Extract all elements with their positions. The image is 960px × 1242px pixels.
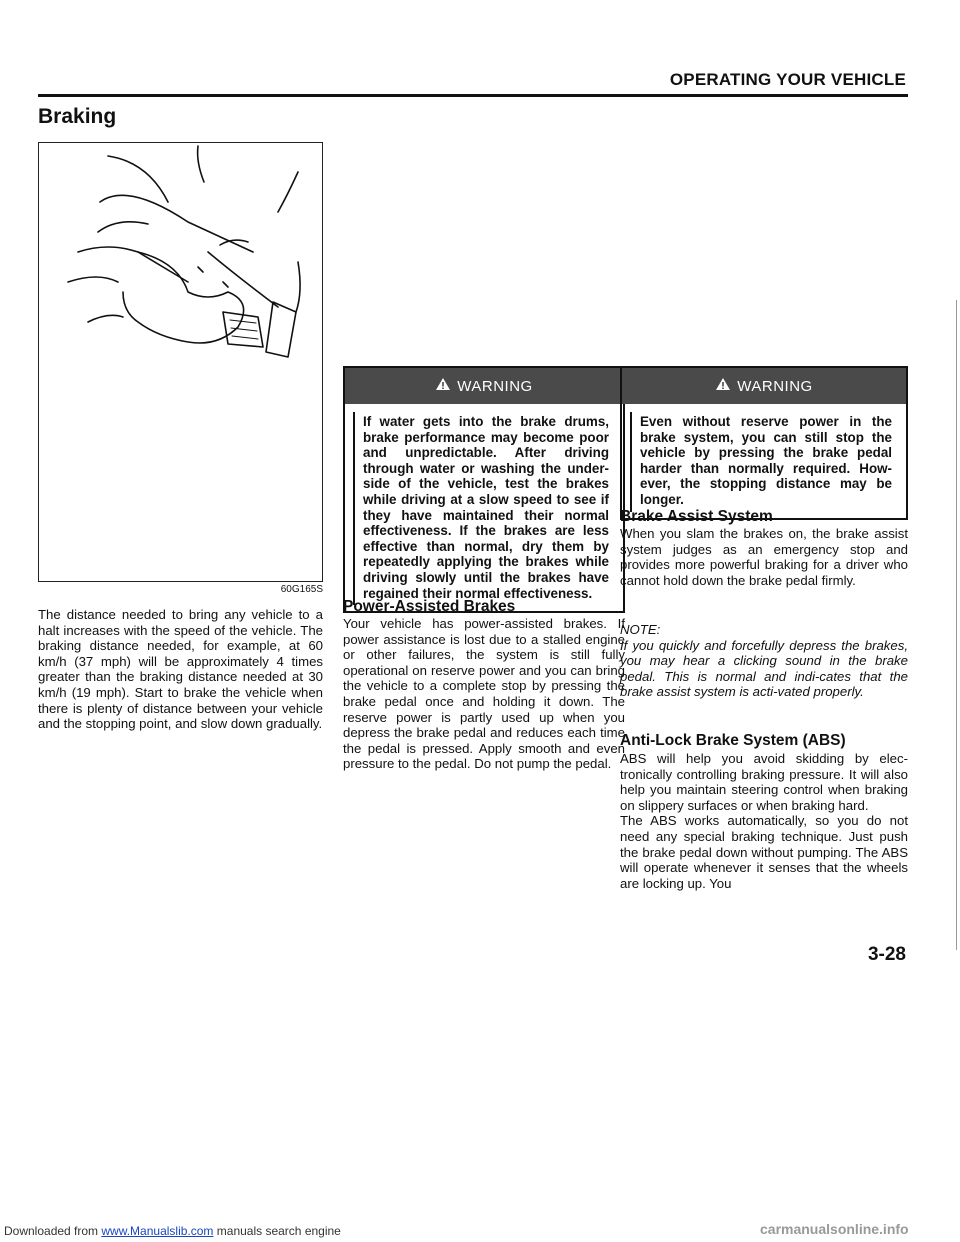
brake-pedal-illustration (38, 142, 323, 582)
footer-suffix: manuals search engine (213, 1224, 341, 1238)
download-footer (4, 1224, 341, 1238)
abs-paragraph-2: The ABS works automatically, so you do not need any special braking technique. Just push the brake pedal down without pumping. The ABS will operate whenever it senses that the wheels are locking up. You (620, 813, 908, 891)
warning-triangle-icon (435, 377, 451, 395)
braking-intro-text: The distance needed to bring any vehicle to a halt increases with the speed of the vehicle. The braking distance needed, for example, at 60 km/h (37 mph) will be approximately 4 times greater than the braking distance needed at 30 km/h (19 mph). Start to brake the vehicle when there is plenty of distance between your vehicle and the stopping point, and slow down gradually. (38, 607, 323, 732)
page-number: 3-28 (867, 944, 906, 965)
warning-triangle-icon (715, 377, 731, 395)
abs-heading: Anti-Lock Brake System (ABS) (620, 732, 846, 749)
watermark-text: carmanualsonline.info (760, 1221, 909, 1237)
warning-title: WARNING (457, 377, 533, 395)
note-label: NOTE: (620, 622, 661, 637)
warning-text: If water gets into the brake drums, brake performance may become poor and unpredictable. After driving through water or washing the under-side of the vehicle, test the brakes while driving at a slow speed to see if they have maintained their normal effectiveness. If the brakes are less effective than normal, dry them by repeatedly applying the brakes while driving slowly until the brakes have regained their normal effectiveness. (353, 412, 615, 605)
section-title: Braking (38, 105, 117, 128)
brake-assist-text: When you slam the brakes on, the brake assist system judges as an emergency stop and provides more powerful braking for a driver who cannot hold down the brake pedal firmly. (620, 526, 908, 588)
warning-title: WARNING (737, 377, 813, 395)
page-header-title: OPERATING YOUR VEHICLE (669, 70, 906, 89)
figure-code: 60G165S (280, 584, 323, 595)
warning-box-water (343, 366, 625, 613)
footer-prefix: Downloaded from (4, 1224, 102, 1238)
brake-assist-heading: Brake Assist System (620, 508, 773, 525)
warning-box-reserve-power (620, 366, 908, 520)
warning-text: Even without reserve power in the brake system, you can still stop the vehicle by pressing the brake pedal harder than normally required. How-ever, the stopping distance may be longer. (630, 412, 898, 512)
note-block (620, 622, 908, 700)
warning-header (622, 368, 906, 404)
header-rule (38, 94, 908, 97)
manualslib-link[interactable]: www.Manualslib.com (101, 1224, 214, 1238)
power-assisted-heading: Power-Assisted Brakes (343, 598, 516, 615)
abs-text-block (620, 751, 908, 891)
abs-paragraph-1: ABS will help you avoid skidding by elec-tronically controlling braking pressure. It will also help you maintain steering control when braking on slippery surfaces or when braking hard. (620, 751, 908, 813)
page-edge-line (956, 300, 957, 950)
warning-header (345, 368, 623, 404)
power-assisted-text: Your vehicle has power-assisted brakes. If power assistance is lost due to a stalled engine or other failures, the system is still fully operational on reserve power and you can bring the vehicle to a complete stop by pressing the brake pedal once and holding it down. The reserve power is partly used up when you depress the brake pedal and reduces each time the pedal is pressed. Apply smooth and even pressure to the pedal. Do not pump the pedal. (343, 616, 625, 772)
brake-pedal-figure (38, 142, 323, 595)
note-text: If you quickly and forcefully depress the brakes, you may hear a clicking sound in the brake pedal. This is normal and indi-cates that the brake assist system is acti-vated properly. (620, 637, 908, 700)
